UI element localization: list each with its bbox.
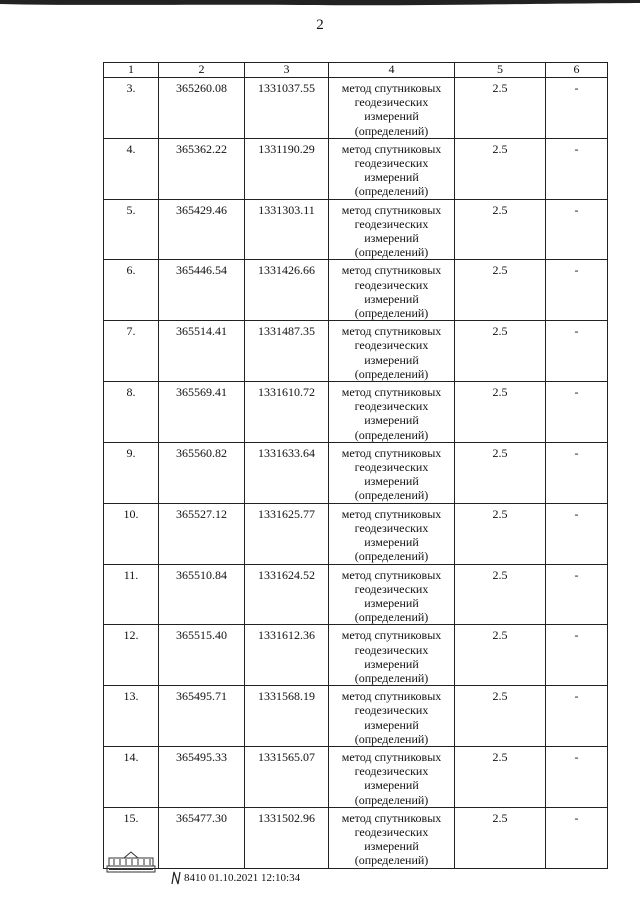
method-line: геодезических	[354, 399, 429, 414]
method-line: измерений	[364, 474, 419, 489]
y-coordinate-cell: 1331487.35	[245, 321, 329, 382]
method-line: метод спутниковых	[341, 324, 442, 339]
method-line: (определений)	[354, 245, 429, 260]
description-cell: -	[546, 321, 608, 382]
method-line: метод спутниковых	[341, 567, 442, 582]
y-coordinate-cell: 1331190.29	[245, 138, 329, 199]
method-line: измерений	[364, 839, 419, 854]
registration-stamp: 8410 01.10.2021 12:10:34	[184, 872, 301, 884]
point-number-cell: 10.	[104, 503, 159, 564]
method-line: геодезических	[354, 703, 429, 718]
method-line: (определений)	[354, 366, 429, 381]
method-line: измерений	[364, 291, 419, 306]
method-line: (определений)	[354, 549, 429, 564]
point-number-cell: 6.	[104, 260, 159, 321]
method-line: (определений)	[354, 853, 429, 868]
description-cell: -	[546, 564, 608, 625]
description-cell: -	[546, 78, 608, 139]
method-line: метод спутниковых	[341, 445, 442, 460]
description-cell: -	[546, 260, 608, 321]
method-line: геодезических	[354, 642, 429, 657]
column-header: 6	[546, 63, 608, 78]
accuracy-cell: 2.5	[455, 625, 546, 686]
y-coordinate-cell: 1331625.77	[245, 503, 329, 564]
table-row	[104, 625, 608, 686]
point-number-cell: 8.	[104, 382, 159, 443]
table-row	[104, 78, 608, 139]
scan-edge-shadow	[0, 0, 640, 6]
accuracy-cell: 2.5	[455, 321, 546, 382]
x-coordinate-cell: 365495.71	[159, 686, 245, 747]
accuracy-cell: 2.5	[455, 78, 546, 139]
accuracy-cell: 2.5	[455, 746, 546, 807]
method-cell	[329, 564, 455, 625]
point-number-cell: 7.	[104, 321, 159, 382]
x-coordinate-cell: 365495.33	[159, 746, 245, 807]
method-line: (определений)	[354, 792, 429, 807]
accuracy-cell: 2.5	[455, 199, 546, 260]
method-cell	[329, 382, 455, 443]
method-line: измерений	[364, 595, 419, 610]
x-coordinate-cell: 365569.41	[159, 382, 245, 443]
method-line: геодезических	[354, 156, 429, 171]
x-coordinate-cell: 365527.12	[159, 503, 245, 564]
method-line: геодезических	[354, 520, 429, 535]
method-cell	[329, 442, 455, 503]
table-row	[104, 564, 608, 625]
column-header: 2	[159, 63, 245, 78]
method-line: (определений)	[354, 123, 429, 138]
method-line: геодезических	[354, 824, 429, 839]
y-coordinate-cell: 1331612.36	[245, 625, 329, 686]
table-header-row	[104, 63, 608, 78]
description-cell: -	[546, 625, 608, 686]
number-sign-icon	[170, 870, 182, 886]
accuracy-cell: 2.5	[455, 686, 546, 747]
x-coordinate-cell: 365515.40	[159, 625, 245, 686]
y-coordinate-cell: 1331502.96	[245, 807, 329, 868]
method-line: (определений)	[354, 184, 429, 199]
table-row	[104, 138, 608, 199]
method-line: метод спутниковых	[341, 385, 442, 400]
method-line: метод спутниковых	[341, 506, 442, 521]
column-header: 5	[455, 63, 546, 78]
y-coordinate-cell: 1331426.66	[245, 260, 329, 321]
accuracy-cell: 2.5	[455, 260, 546, 321]
method-line: (определений)	[354, 731, 429, 746]
x-coordinate-cell: 365477.30	[159, 807, 245, 868]
x-coordinate-cell: 365514.41	[159, 321, 245, 382]
accuracy-cell: 2.5	[455, 807, 546, 868]
x-coordinate-cell: 365560.82	[159, 442, 245, 503]
method-line: (определений)	[354, 488, 429, 503]
table-row	[104, 260, 608, 321]
table-row	[104, 442, 608, 503]
method-line: измерений	[364, 352, 419, 367]
accuracy-cell: 2.5	[455, 138, 546, 199]
table-row	[104, 321, 608, 382]
government-building-logo	[106, 850, 156, 874]
method-cell	[329, 138, 455, 199]
method-line: метод спутниковых	[341, 749, 442, 764]
method-cell	[329, 321, 455, 382]
table-row	[104, 382, 608, 443]
table-row	[104, 199, 608, 260]
description-cell: -	[546, 503, 608, 564]
table-row	[104, 686, 608, 747]
y-coordinate-cell: 1331565.07	[245, 746, 329, 807]
y-coordinate-cell: 1331037.55	[245, 78, 329, 139]
y-coordinate-cell: 1331633.64	[245, 442, 329, 503]
accuracy-cell: 2.5	[455, 382, 546, 443]
point-number-cell: 3.	[104, 78, 159, 139]
description-cell: -	[546, 199, 608, 260]
registration-footer	[106, 850, 366, 890]
method-line: (определений)	[354, 427, 429, 442]
point-number-cell: 11.	[104, 564, 159, 625]
method-cell	[329, 503, 455, 564]
point-number-cell: 4.	[104, 138, 159, 199]
method-line: геодезических	[354, 581, 429, 596]
method-line: геодезических	[354, 277, 429, 292]
method-line: метод спутниковых	[341, 689, 442, 704]
point-number-cell: 5.	[104, 199, 159, 260]
point-number-cell: 13.	[104, 686, 159, 747]
method-cell	[329, 686, 455, 747]
y-coordinate-cell: 1331303.11	[245, 199, 329, 260]
description-cell: -	[546, 807, 608, 868]
column-header: 4	[329, 63, 455, 78]
method-line: геодезических	[354, 216, 429, 231]
description-cell: -	[546, 686, 608, 747]
x-coordinate-cell: 365260.08	[159, 78, 245, 139]
y-coordinate-cell: 1331610.72	[245, 382, 329, 443]
method-line: (определений)	[354, 306, 429, 321]
method-line: (определений)	[354, 670, 429, 685]
method-line: измерений	[364, 170, 419, 185]
table-row	[104, 746, 608, 807]
method-line: метод спутниковых	[341, 202, 442, 217]
coordinates-table	[103, 62, 608, 869]
description-cell: -	[546, 138, 608, 199]
method-line: измерений	[364, 413, 419, 428]
method-line: измерений	[364, 109, 419, 124]
table-row	[104, 503, 608, 564]
point-number-cell: 12.	[104, 625, 159, 686]
method-line: измерений	[364, 778, 419, 793]
method-line: геодезических	[354, 460, 429, 475]
accuracy-cell: 2.5	[455, 442, 546, 503]
method-cell	[329, 746, 455, 807]
method-line: геодезических	[354, 764, 429, 779]
description-cell: -	[546, 382, 608, 443]
method-line: метод спутниковых	[341, 81, 442, 95]
column-header: 1	[104, 63, 159, 78]
method-line: метод спутниковых	[341, 810, 442, 825]
method-line: измерений	[364, 656, 419, 671]
point-number-cell: 15.	[104, 807, 159, 868]
method-cell	[329, 260, 455, 321]
method-cell	[329, 199, 455, 260]
method-line: измерений	[364, 231, 419, 246]
x-coordinate-cell: 365429.46	[159, 199, 245, 260]
method-cell	[329, 625, 455, 686]
page-number: 2	[316, 17, 324, 33]
description-cell: -	[546, 442, 608, 503]
accuracy-cell: 2.5	[455, 503, 546, 564]
point-number-cell: 14.	[104, 746, 159, 807]
method-line: метод спутниковых	[341, 263, 442, 278]
x-coordinate-cell: 365510.84	[159, 564, 245, 625]
method-line: измерений	[364, 535, 419, 550]
method-line: измерений	[364, 717, 419, 732]
method-line: (определений)	[354, 610, 429, 625]
column-header: 3	[245, 63, 329, 78]
method-line: геодезических	[354, 95, 429, 110]
method-line: метод спутниковых	[341, 141, 442, 156]
accuracy-cell: 2.5	[455, 564, 546, 625]
method-line: метод спутниковых	[341, 628, 442, 643]
method-cell	[329, 78, 455, 139]
point-number-cell: 9.	[104, 442, 159, 503]
method-line: геодезических	[354, 338, 429, 353]
y-coordinate-cell: 1331624.52	[245, 564, 329, 625]
description-cell: -	[546, 746, 608, 807]
y-coordinate-cell: 1331568.19	[245, 686, 329, 747]
x-coordinate-cell: 365362.22	[159, 138, 245, 199]
x-coordinate-cell: 365446.54	[159, 260, 245, 321]
